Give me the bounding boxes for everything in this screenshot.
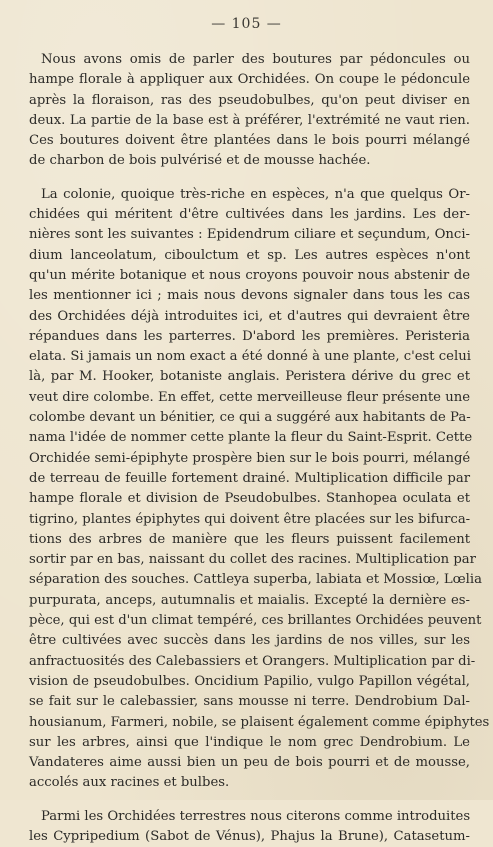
text-line: Nous avons omis de parler des boutures par pédoncules ou <box>41 52 470 67</box>
text-line: Ces boutures doivent être plantées dans le bois pourri mélangé <box>29 133 470 149</box>
text-line: de terreau de feuille fortement drainé. Multiplication difficile par <box>29 470 470 486</box>
text-line: Vandateres aime aussi bien un peu de bois pourri et de mousse, <box>29 755 470 771</box>
text-line: sortir par en bas, naissant du collet des racines. Multiplication par <box>29 552 476 568</box>
text-line: nières sont les suivantes : Epidendrum ciliare et seçundum, Onci- <box>29 227 470 243</box>
paragraph-1 <box>29 50 470 172</box>
text-line: répandues dans les parterres. D'abord les premières. Peristeria <box>29 328 470 344</box>
text-line: vision de pseudobulbes. Oncidium Papilio, vulgo Papillon végétal, <box>29 673 470 689</box>
text-line: de charbon de bois pulvérisé et de mousse hachée. <box>29 153 371 169</box>
text-line: là, par M. Hooker, botaniste anglais. Peristera dérive du grec et <box>29 369 470 385</box>
text-line: séparation des souches. Cattleya superba, labiata et Mossiœ, Lœlia <box>29 572 482 588</box>
text-line: La colonie, quoique très-riche en espèces, n'a que quelqus Or- <box>41 186 470 202</box>
text-line: accolés aux racines et bulbes. <box>29 775 230 791</box>
text-line: sur les arbres, ainsi que l'indique le nom grec Dendrobium. Le <box>29 734 470 750</box>
text-line: veut dire colombe. En effet, cette merveilleuse fleur présente une <box>29 389 470 405</box>
text-line: Orchidée semi-épiphyte prospère bien sur le bois pourri, mélangé <box>29 450 471 466</box>
text-line: hampe florale à appliquer aux Orchidées. On coupe le pédoncule <box>29 72 470 88</box>
text-line: nama l'idée de nommer cette plante la fleur du Saint-Esprit. Cette <box>29 430 473 446</box>
text-line: des Orchidées déjà introduites ici, et d'autres qui devraient être <box>29 308 470 324</box>
text-line: dium lanceolatum, ciboulctum et sp. Les autres espèces n'ont <box>29 247 470 263</box>
text-line: elata. Si jamais un nom exact a été donné à une plante, c'est celui <box>29 349 471 365</box>
text-line: les Cypripedium (Sabot de Vénus), Phajus la Brune), Catasetum- <box>29 828 470 844</box>
text-line: tigrino, plantes épiphytes qui doivent être placées sur les bifurca- <box>29 511 471 527</box>
text-line: pèce, qui est d'un climat tempéré, ces brillantes Orchidées peuvent <box>29 613 482 629</box>
text-line: après la floraison, ras des pseudobulbes, qu'on peut diviser en <box>29 92 470 108</box>
text-line: chidées qui méritent d'être cultivées dans les jardins. Les der- <box>29 207 470 223</box>
text-line: deux. La partie de la base est à préférer, l'extrémité ne vaut rien. <box>29 112 470 128</box>
text-line: anfractuosités des Calebassiers et Orangers. Multiplication par di- <box>29 653 476 669</box>
text-line: housianum, Farmeri, nobile, se plaisent également comme épiphytes <box>29 714 490 730</box>
text-line: Parmi les Orchidées terrestres nous citerons comme introduites <box>41 808 471 824</box>
text-line: tions des arbres de manière que les fleurs puissent facilement <box>29 531 470 547</box>
paragraph-2 <box>29 185 490 794</box>
text-line: être cultivées avec succès dans les jardins de nos villes, sur les <box>29 633 470 649</box>
text-line: se fait sur le calebassier, sans mousse ni terre. Dendrobium Dal- <box>29 694 470 710</box>
paragraph-3 <box>29 807 470 847</box>
text-line: les mentionner ici ; mais nous devons signaler dans tous les cas <box>29 288 470 304</box>
page-number: — 105 — <box>211 16 282 32</box>
text-line: purpurata, anceps, autumnalis et maialis. Excepté la dernière es- <box>29 592 470 608</box>
text-line: hampe florale et division de Pseudobulbes. Stanhopea oculata et <box>29 491 470 507</box>
text-line: colombe devant un bénitier, ce qui a suggéré aux habitants de Pa- <box>29 410 471 426</box>
page-body <box>29 50 490 847</box>
text-line: qu'un mérite botanique et nous croyons pouvoir nous abstenir de <box>29 267 470 283</box>
